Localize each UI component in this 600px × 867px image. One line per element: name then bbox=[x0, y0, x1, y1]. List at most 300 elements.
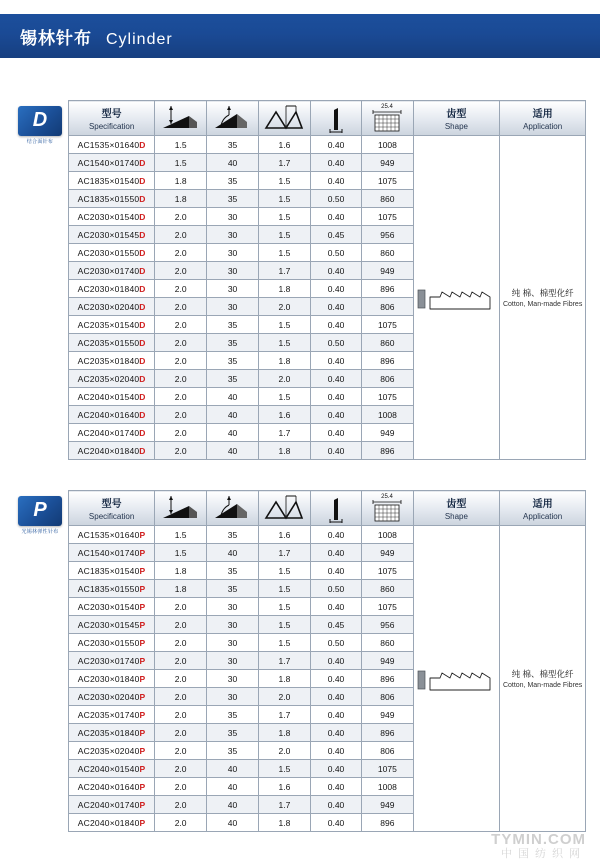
cell-v2: 40 bbox=[207, 442, 259, 460]
page-title-cn: 锡林针布 bbox=[20, 28, 92, 48]
spec-suffix: D bbox=[139, 193, 146, 204]
cell-v1: 2.0 bbox=[155, 262, 207, 280]
cell-v5: 1008 bbox=[362, 136, 413, 154]
cell-v3: 1.8 bbox=[259, 280, 311, 298]
cell-v2: 35 bbox=[207, 334, 259, 352]
spec-suffix: D bbox=[139, 301, 146, 312]
cell-specification bbox=[69, 370, 155, 388]
cell-v4: 0.40 bbox=[310, 724, 361, 742]
cell-v5: 1008 bbox=[362, 526, 413, 544]
cell-v4: 0.40 bbox=[310, 598, 361, 616]
cell-v5: 949 bbox=[362, 544, 413, 562]
page-title bbox=[0, 24, 173, 49]
spec-code: AC2040×01540 bbox=[77, 391, 140, 402]
cell-v2: 35 bbox=[207, 724, 259, 742]
cell-v2: 35 bbox=[207, 370, 259, 388]
cell-v4: 0.50 bbox=[310, 334, 361, 352]
spec-suffix: D bbox=[139, 247, 146, 258]
cell-v2: 40 bbox=[207, 406, 259, 424]
spec-suffix: D bbox=[139, 139, 146, 150]
cell-v3: 1.7 bbox=[259, 262, 311, 280]
cell-v1: 2.0 bbox=[155, 634, 207, 652]
spec-code: AC2030×01840 bbox=[77, 283, 140, 294]
spec-suffix: P bbox=[139, 565, 146, 576]
cell-specification bbox=[69, 244, 155, 262]
spec-code: AC2040×01840 bbox=[77, 445, 140, 456]
brand-logo-mark: D bbox=[18, 106, 62, 136]
cell-v4: 0.40 bbox=[310, 652, 361, 670]
spec-code: AC2030×01540 bbox=[77, 211, 140, 222]
cell-v3: 1.5 bbox=[259, 226, 311, 244]
cell-v3: 1.7 bbox=[258, 652, 310, 670]
cell-v4: 0.40 bbox=[310, 280, 361, 298]
cell-v1: 2.0 bbox=[155, 670, 207, 688]
spec-code: AC2030×01545 bbox=[77, 619, 140, 630]
tooth-depth-icon bbox=[259, 101, 310, 135]
cell-specification bbox=[69, 424, 155, 442]
spec-code: AC2040×01640 bbox=[77, 409, 140, 420]
cell-v1: 2.0 bbox=[155, 208, 207, 226]
cell-v3: 2.0 bbox=[258, 688, 310, 706]
cell-v1: 2.0 bbox=[155, 742, 207, 760]
cell-v5: 860 bbox=[362, 580, 413, 598]
spec-code: AC2040×01740 bbox=[77, 799, 140, 810]
cell-v5: 896 bbox=[362, 280, 413, 298]
spec-code: AC1540×01740 bbox=[77, 547, 140, 558]
cell-v4: 0.40 bbox=[310, 796, 361, 814]
column-header-specification: 型号 Specification bbox=[69, 491, 155, 526]
spec-suffix: D bbox=[139, 355, 146, 366]
cell-v4: 0.40 bbox=[310, 562, 361, 580]
cell-v1: 2.0 bbox=[155, 724, 207, 742]
column-header-tooth-depth-icon bbox=[258, 491, 310, 526]
cell-v3: 2.0 bbox=[258, 742, 310, 760]
cell-v5: 860 bbox=[362, 334, 413, 352]
cell-v3: 1.6 bbox=[259, 136, 311, 154]
cell-v3: 1.5 bbox=[258, 616, 310, 634]
spec-code: AC2035×01840 bbox=[77, 355, 140, 366]
cell-v2: 30 bbox=[207, 208, 259, 226]
cell-specification bbox=[69, 724, 155, 742]
cell-specification bbox=[69, 316, 155, 334]
brand-logo bbox=[14, 102, 66, 148]
page-title-en: Cylinder bbox=[106, 30, 173, 48]
cell-specification bbox=[69, 616, 155, 634]
cell-specification bbox=[69, 208, 155, 226]
cell-specification bbox=[69, 634, 155, 652]
cell-v4: 0.40 bbox=[310, 544, 361, 562]
cell-v5: 949 bbox=[362, 652, 413, 670]
spec-code: AC2035×01550 bbox=[77, 337, 140, 348]
cell-specification bbox=[69, 580, 155, 598]
cell-v1: 2.0 bbox=[155, 652, 207, 670]
cell-v5: 949 bbox=[362, 424, 413, 442]
brand-logo-mark: P bbox=[18, 496, 62, 526]
cell-v3: 1.5 bbox=[259, 190, 311, 208]
cell-tooth-shape bbox=[413, 136, 500, 460]
spec-suffix: D bbox=[139, 229, 146, 240]
column-header-application: 适用 Application bbox=[500, 101, 586, 136]
cell-v4: 0.40 bbox=[310, 424, 361, 442]
cell-v2: 30 bbox=[207, 598, 259, 616]
column-header-application: 适用 Application bbox=[500, 491, 586, 526]
tooth-profile-icon bbox=[414, 278, 500, 318]
spec-suffix: D bbox=[139, 157, 146, 168]
cell-v5: 806 bbox=[362, 742, 413, 760]
cell-v5: 1075 bbox=[362, 598, 413, 616]
cell-v3: 1.8 bbox=[258, 724, 310, 742]
spec-suffix: P bbox=[139, 529, 146, 540]
cell-v4: 0.40 bbox=[310, 262, 361, 280]
cell-v3: 1.8 bbox=[258, 814, 310, 832]
cell-v2: 35 bbox=[207, 352, 259, 370]
cell-v1: 2.0 bbox=[155, 370, 207, 388]
spec-code: AC2030×02040 bbox=[77, 301, 140, 312]
cell-specification bbox=[69, 388, 155, 406]
tooth-thickness-icon bbox=[311, 101, 361, 135]
spec-code: AC2035×02040 bbox=[77, 745, 140, 756]
cell-v3: 1.7 bbox=[259, 154, 311, 172]
tooth-height-icon bbox=[155, 101, 206, 135]
cell-v5: 1075 bbox=[362, 388, 413, 406]
cell-v5: 806 bbox=[362, 688, 413, 706]
spec-code: AC1835×01550 bbox=[77, 193, 140, 204]
cell-v2: 35 bbox=[207, 580, 259, 598]
cell-specification bbox=[69, 778, 155, 796]
cell-v2: 30 bbox=[207, 688, 259, 706]
spec-suffix: P bbox=[139, 547, 146, 558]
spec-suffix: P bbox=[139, 799, 146, 810]
cell-v2: 40 bbox=[207, 814, 259, 832]
cell-v3: 1.5 bbox=[259, 208, 311, 226]
spec-suffix: D bbox=[139, 211, 146, 222]
cell-v2: 35 bbox=[207, 742, 259, 760]
spec-suffix: P bbox=[139, 637, 146, 648]
spec-suffix: D bbox=[139, 175, 146, 186]
cell-v5: 1008 bbox=[362, 778, 413, 796]
cell-v5: 949 bbox=[362, 706, 413, 724]
cell-v5: 896 bbox=[362, 814, 413, 832]
cell-v1: 2.0 bbox=[155, 688, 207, 706]
cell-v2: 30 bbox=[207, 262, 259, 280]
cell-v5: 896 bbox=[362, 724, 413, 742]
cell-v1: 1.8 bbox=[155, 580, 207, 598]
cell-v4: 0.40 bbox=[310, 742, 361, 760]
cell-v3: 1.6 bbox=[259, 406, 311, 424]
cell-v4: 0.40 bbox=[310, 814, 361, 832]
cell-v3: 1.6 bbox=[258, 778, 310, 796]
cell-v4: 0.50 bbox=[310, 580, 361, 598]
cell-v3: 1.5 bbox=[259, 172, 311, 190]
spec-suffix: P bbox=[139, 781, 146, 792]
cell-v4: 0.40 bbox=[310, 406, 361, 424]
spec-suffix: P bbox=[139, 727, 146, 738]
spec-suffix: D bbox=[139, 265, 146, 276]
spec-suffix: P bbox=[139, 601, 146, 612]
cell-v5: 949 bbox=[362, 154, 413, 172]
brand-logo-caption: 光锡林弹性针布 bbox=[21, 528, 59, 535]
table-row bbox=[69, 136, 586, 154]
cell-v4: 0.40 bbox=[310, 352, 361, 370]
spec-suffix: P bbox=[139, 583, 146, 594]
cell-v2: 35 bbox=[207, 706, 259, 724]
cell-v2: 30 bbox=[207, 280, 259, 298]
cell-specification bbox=[69, 598, 155, 616]
cell-specification bbox=[69, 226, 155, 244]
spec-code: AC2040×01840 bbox=[77, 817, 140, 828]
cell-specification bbox=[69, 670, 155, 688]
cell-v5: 949 bbox=[362, 796, 413, 814]
cell-specification bbox=[69, 526, 155, 544]
cell-v3: 1.5 bbox=[258, 598, 310, 616]
cell-v5: 1075 bbox=[362, 208, 413, 226]
spec-code: AC2035×01740 bbox=[77, 709, 140, 720]
cell-v1: 2.0 bbox=[155, 298, 207, 316]
spec-suffix: D bbox=[139, 445, 146, 456]
cell-v2: 35 bbox=[207, 172, 259, 190]
cell-v1: 1.5 bbox=[155, 154, 207, 172]
cell-application bbox=[500, 526, 586, 832]
spec-code: AC1835×01540 bbox=[77, 565, 140, 576]
cell-v4: 0.40 bbox=[310, 154, 361, 172]
cell-v5: 1075 bbox=[362, 316, 413, 334]
cell-v3: 1.7 bbox=[258, 544, 310, 562]
cell-specification bbox=[69, 706, 155, 724]
cell-specification bbox=[69, 742, 155, 760]
column-header-tooth-height-icon bbox=[155, 101, 207, 136]
cell-v3: 2.0 bbox=[259, 370, 311, 388]
column-header-shape: 齿型 Shape bbox=[413, 491, 500, 526]
cell-v4: 0.40 bbox=[310, 778, 361, 796]
cell-v1: 2.0 bbox=[155, 352, 207, 370]
tooth-height-icon bbox=[155, 491, 206, 525]
spec-code: AC2040×01740 bbox=[77, 427, 140, 438]
cell-v4: 0.40 bbox=[310, 688, 361, 706]
watermark-line-2: 中国纺织网 bbox=[501, 848, 586, 861]
spec-code: AC2030×01550 bbox=[77, 247, 140, 258]
cell-v2: 35 bbox=[207, 526, 259, 544]
cell-v3: 1.5 bbox=[259, 244, 311, 262]
cell-v1: 2.0 bbox=[155, 424, 207, 442]
spec-suffix: D bbox=[139, 409, 146, 420]
spec-code: AC2030×01550 bbox=[77, 637, 140, 648]
cell-v1: 2.0 bbox=[155, 778, 207, 796]
cell-v4: 0.40 bbox=[310, 388, 361, 406]
cell-specification bbox=[69, 544, 155, 562]
cell-v1: 1.5 bbox=[155, 136, 207, 154]
cell-v2: 30 bbox=[207, 616, 259, 634]
cell-v1: 1.5 bbox=[155, 544, 207, 562]
cell-v1: 1.5 bbox=[155, 526, 207, 544]
cell-v2: 40 bbox=[207, 544, 259, 562]
cell-v3: 2.0 bbox=[259, 298, 311, 316]
application-en: Cotton, Man-made Fibres bbox=[502, 682, 583, 689]
cell-v5: 860 bbox=[362, 190, 413, 208]
cell-v1: 2.0 bbox=[155, 334, 207, 352]
cell-v5: 1008 bbox=[362, 406, 413, 424]
spec-suffix: P bbox=[139, 619, 146, 630]
cell-v2: 30 bbox=[207, 652, 259, 670]
spec-suffix: D bbox=[139, 391, 146, 402]
cell-v1: 2.0 bbox=[155, 760, 207, 778]
spec-code: AC2030×02040 bbox=[77, 691, 140, 702]
cell-v5: 1075 bbox=[362, 760, 413, 778]
application-cn: 纯 棉、棉型化纤 bbox=[511, 288, 574, 298]
svg-text:25.4: 25.4 bbox=[381, 494, 394, 500]
spec-code: AC2040×01540 bbox=[77, 763, 140, 774]
spec-code: AC2030×01740 bbox=[77, 265, 140, 276]
cell-v2: 30 bbox=[207, 670, 259, 688]
cell-v3: 1.5 bbox=[258, 580, 310, 598]
table-header-row bbox=[69, 491, 586, 526]
spec-code: AC2035×02040 bbox=[77, 373, 140, 384]
cell-v5: 860 bbox=[362, 634, 413, 652]
cell-specification bbox=[69, 190, 155, 208]
cell-v2: 35 bbox=[207, 562, 259, 580]
cell-v1: 2.0 bbox=[155, 442, 207, 460]
cell-v3: 1.8 bbox=[258, 670, 310, 688]
spec-code: AC2030×01740 bbox=[77, 655, 140, 666]
cell-v4: 0.45 bbox=[310, 226, 361, 244]
cell-v3: 1.5 bbox=[259, 316, 311, 334]
brand-logo bbox=[14, 492, 66, 538]
column-header-tooth-thickness-icon bbox=[310, 491, 361, 526]
spec-suffix: D bbox=[139, 337, 146, 348]
tooth-angle-icon bbox=[207, 101, 258, 135]
column-header-tooth-thickness-icon bbox=[310, 101, 361, 136]
watermark bbox=[491, 831, 586, 861]
table-row bbox=[69, 526, 586, 544]
cell-specification bbox=[69, 760, 155, 778]
cell-specification bbox=[69, 298, 155, 316]
cell-specification bbox=[69, 562, 155, 580]
cell-specification bbox=[69, 262, 155, 280]
cell-v2: 40 bbox=[207, 760, 259, 778]
cell-v5: 896 bbox=[362, 442, 413, 460]
cell-v4: 0.50 bbox=[310, 190, 361, 208]
spec-code: AC2030×01545 bbox=[77, 229, 140, 240]
spec-suffix: D bbox=[139, 373, 146, 384]
spec-suffix: P bbox=[139, 817, 146, 828]
cell-v1: 2.0 bbox=[155, 598, 207, 616]
cell-v4: 0.40 bbox=[310, 670, 361, 688]
spec-code: AC1535×01640 bbox=[77, 139, 140, 150]
spec-suffix: P bbox=[139, 745, 146, 756]
spec-suffix: P bbox=[139, 673, 146, 684]
tooth-density-icon bbox=[362, 491, 412, 525]
cell-v3: 1.5 bbox=[258, 634, 310, 652]
cell-v5: 806 bbox=[362, 298, 413, 316]
spec-code: AC1835×01540 bbox=[77, 175, 140, 186]
cell-v3: 1.8 bbox=[259, 442, 311, 460]
cell-v3: 1.6 bbox=[258, 526, 310, 544]
specification-table bbox=[68, 100, 586, 460]
watermark-line-1: TYMIN.COM bbox=[491, 831, 586, 849]
column-header-tooth-angle-icon bbox=[207, 101, 259, 136]
cell-specification bbox=[69, 334, 155, 352]
cell-v1: 2.0 bbox=[155, 616, 207, 634]
svg-text:25.4: 25.4 bbox=[381, 104, 394, 110]
tooth-depth-icon bbox=[259, 491, 310, 525]
cell-specification bbox=[69, 796, 155, 814]
cell-v1: 2.0 bbox=[155, 280, 207, 298]
cell-v3: 1.5 bbox=[259, 388, 311, 406]
cell-v2: 30 bbox=[207, 634, 259, 652]
cell-specification bbox=[69, 688, 155, 706]
cell-v4: 0.50 bbox=[310, 244, 361, 262]
cell-v1: 2.0 bbox=[155, 316, 207, 334]
cell-v4: 0.40 bbox=[310, 316, 361, 334]
cell-v5: 896 bbox=[362, 670, 413, 688]
cell-v2: 35 bbox=[207, 136, 259, 154]
cell-v5: 949 bbox=[362, 262, 413, 280]
cell-v4: 0.50 bbox=[310, 634, 361, 652]
cell-v2: 40 bbox=[207, 778, 259, 796]
cell-specification bbox=[69, 154, 155, 172]
cell-v1: 2.0 bbox=[155, 814, 207, 832]
cell-specification bbox=[69, 136, 155, 154]
column-header-tooth-density-icon bbox=[362, 491, 413, 526]
application-en: Cotton, Man-made Fibres bbox=[502, 301, 583, 308]
tooth-profile-icon bbox=[414, 659, 500, 699]
cell-v3: 1.5 bbox=[258, 760, 310, 778]
column-header-tooth-height-icon bbox=[155, 491, 207, 526]
spec-code: AC2035×01840 bbox=[77, 727, 140, 738]
cell-v3: 1.7 bbox=[258, 796, 310, 814]
cell-v3: 1.7 bbox=[259, 424, 311, 442]
cell-v2: 30 bbox=[207, 244, 259, 262]
cell-v5: 1075 bbox=[362, 562, 413, 580]
specification-table bbox=[68, 490, 586, 832]
cell-v4: 0.40 bbox=[310, 760, 361, 778]
spec-suffix: P bbox=[139, 655, 146, 666]
cell-v1: 2.0 bbox=[155, 406, 207, 424]
brand-logo-caption: 结合面针布 bbox=[26, 138, 54, 145]
cell-v5: 806 bbox=[362, 370, 413, 388]
cell-v2: 40 bbox=[207, 796, 259, 814]
cell-v4: 0.40 bbox=[310, 706, 361, 724]
spec-code: AC2030×01540 bbox=[77, 601, 140, 612]
cell-v4: 0.40 bbox=[310, 136, 361, 154]
cell-specification bbox=[69, 352, 155, 370]
cell-v5: 896 bbox=[362, 352, 413, 370]
tooth-angle-icon bbox=[207, 491, 258, 525]
cell-v5: 956 bbox=[362, 616, 413, 634]
application-cn: 纯 棉、棉型化纤 bbox=[511, 669, 574, 679]
column-header-specification: 型号 Specification bbox=[69, 101, 155, 136]
cell-v1: 2.0 bbox=[155, 244, 207, 262]
column-header-tooth-density-icon bbox=[362, 101, 413, 136]
cell-v5: 860 bbox=[362, 244, 413, 262]
cell-v2: 30 bbox=[207, 226, 259, 244]
cell-tooth-shape bbox=[413, 526, 500, 832]
cell-v5: 1075 bbox=[362, 172, 413, 190]
cell-specification bbox=[69, 652, 155, 670]
column-header-shape: 齿型 Shape bbox=[413, 101, 500, 136]
cell-specification bbox=[69, 406, 155, 424]
spec-suffix: D bbox=[139, 283, 146, 294]
cell-v1: 2.0 bbox=[155, 388, 207, 406]
spec-code: AC1535×01640 bbox=[77, 529, 140, 540]
spec-suffix: P bbox=[139, 763, 146, 774]
cell-specification bbox=[69, 442, 155, 460]
cell-v1: 2.0 bbox=[155, 706, 207, 724]
cell-application bbox=[500, 136, 586, 460]
spec-code: AC2030×01840 bbox=[77, 673, 140, 684]
tooth-density-icon bbox=[362, 101, 412, 135]
cell-specification bbox=[69, 172, 155, 190]
cell-v1: 1.8 bbox=[155, 190, 207, 208]
